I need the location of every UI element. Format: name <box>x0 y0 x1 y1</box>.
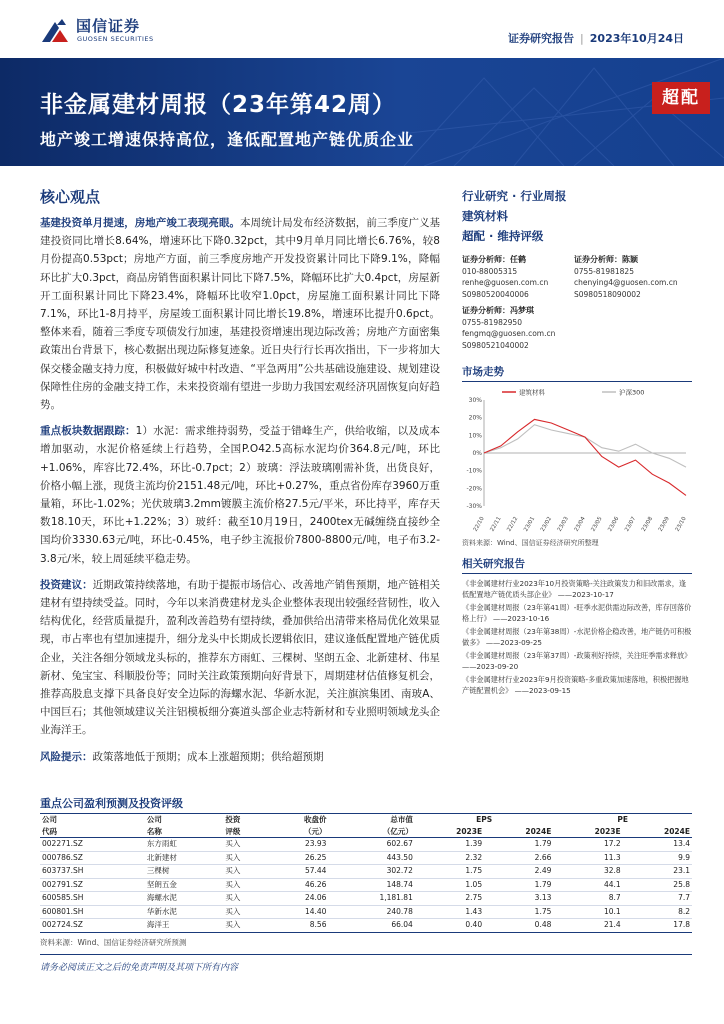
chart-source: 资料来源：Wind、国信证券经济研究所整理 <box>462 539 599 547</box>
y-tick-label: 30% <box>468 397 482 404</box>
earnings-forecast-table <box>40 813 692 933</box>
table-cell: 25.8 <box>623 878 692 892</box>
x-tick-label: 23/08 <box>640 516 655 533</box>
table-cell: 10.1 <box>553 905 622 919</box>
footer-divider <box>40 954 692 955</box>
header-cell: 投资 <box>223 814 267 826</box>
header-cell: 收盘价 <box>267 814 328 826</box>
table-cell: 302.72 <box>328 865 414 879</box>
table-cell: 66.04 <box>328 919 414 933</box>
table-cell: 13.4 <box>623 838 692 852</box>
paragraph-head: 基建投资单月提速，房地产竣工表现亮眼。 <box>40 217 241 229</box>
table-row <box>40 905 692 919</box>
report-meta <box>508 30 684 46</box>
table-cell: 海螺水泥 <box>145 892 224 906</box>
table-cell: 8.7 <box>553 892 622 906</box>
table-cell: 北新建材 <box>145 851 224 865</box>
analyst-cert: S0980520040006 <box>462 289 529 299</box>
page-header <box>0 0 724 58</box>
table-cell: 1.79 <box>484 878 553 892</box>
analyst-phone: 010-88005315 <box>462 266 518 276</box>
related-reports-title: 相关研究报告 <box>462 556 692 574</box>
header-cell: 2024E <box>623 826 692 838</box>
table-cell: 2.66 <box>484 851 553 865</box>
analyst-email[interactable]: fengmq@guosen.com.cn <box>462 329 556 338</box>
table-cell: 坚朗五金 <box>145 878 224 892</box>
paragraph-body: 近期政策持续落地，有助于提振市场信心、改善地产销售预期，地产链相关建材有望持续受益。同时，今年以来消费建材龙头企业整体表现出较强经营韧性，收入结构优化，经营质量提升，盈利改善趋势有望持续，叠加供给出清带来格局优化效果显现，市占率也有望加速提升，细分龙头中长期成长逻辑依旧，建议逢低配置地产链优质企业，关注各细分领域龙头标的，推荐东方雨虹、三棵树、坚朗五金、北新建材、伟星新材、兔宝宝、科顺股份等；同时关注政策预期向好背景下，周期建材估值修复机会，推荐高股息支撑下具备良好安全边际的海螺水泥、华新水泥，关注旗滨集团、南玻A、中国巨石；其他领域建议关注铝模板细分赛道头部企业志特新材和专业照明领域龙头企业海洋王。 <box>40 578 441 737</box>
core-view-section <box>40 186 440 774</box>
x-tick-label: 23/05 <box>590 516 604 533</box>
header-cell: 2024E <box>484 826 553 838</box>
header-cell: （亿元） <box>328 826 414 838</box>
paragraph-head: 投资建议： <box>40 578 93 591</box>
x-tick-label: 23/01 <box>523 516 537 533</box>
trend-chart-svg <box>462 386 692 536</box>
x-tick-label: 23/06 <box>607 516 621 533</box>
company-logo <box>40 14 190 48</box>
market-trend-chart <box>462 386 692 536</box>
paragraph-risk <box>40 748 440 766</box>
table-cell: 1.75 <box>484 905 553 919</box>
table-cell: 148.74 <box>328 878 414 892</box>
header-cell: 总市值 <box>328 814 414 826</box>
guosen-logo-icon <box>40 16 70 46</box>
series-line-0 <box>484 419 686 495</box>
table-cell: 11.3 <box>553 851 622 865</box>
table-row <box>40 892 692 906</box>
analyst-card <box>574 254 686 300</box>
related-report-item[interactable]: 《非金属建材行业2023年9月投资策略-多重政策加速落地，积极把握地产链配置机会》 ——2023-09-15 <box>462 675 689 695</box>
table-cell: 600801.SH <box>40 905 145 919</box>
table-cell: 1,181.81 <box>328 892 414 906</box>
analyst-card <box>462 254 574 300</box>
table-cell: 14.40 <box>267 905 328 919</box>
x-tick-label: 23/07 <box>624 516 638 533</box>
table-cell: 1.39 <box>415 838 484 852</box>
paragraph-body: 本周统计局发布经济数据，前三季度广义基建投资同比增长8.64%，增速环比下降0.32pct，其中9月单月同比增长6.76%，较8月份提高0.53pct；房地产方面，前三季度房地产开发投资累计同比下降9.1%，降幅环比扩大0.3pct，商品房销售面积累计同比下降7.5%，降幅环比扩大0.4pct，房屋新开工面积累计同比下降23.4%，降幅环比收窄1.0pct，房屋施工面积累计同比下降7.1%，环比1-8月持平，房屋竣工面积累计同比增长19.8%，增速环比提升0.6pct。整体来看，随着三季度专项债发行加速，基建投资增速出现边际改善；房地产方面密集政策出台背景下，核心数据出现边际修复迹象。近日央行行长再次指出，下一步将加大保交楼金融支持力度，积极做好城中村改造、“平急两用”公共基础设施建设、规划建设保障性住房的金融支持工作，未来投资端有望进一步助力我国宏观经济巩固恢复向好趋势。 <box>40 217 441 412</box>
paragraph-body: 政策落地低于预期；成本上涨超预期；供给超预期 <box>92 750 324 763</box>
table-cell: 1.05 <box>415 878 484 892</box>
analyst-role: 证券分析师： <box>462 306 510 315</box>
y-tick-label: 20% <box>468 414 482 422</box>
table-cell: 44.1 <box>553 878 622 892</box>
table-row <box>40 919 692 933</box>
table-cell: 3.13 <box>484 892 553 906</box>
header-cell-pe: PE <box>553 814 692 826</box>
table-cell: 2.49 <box>484 865 553 879</box>
table-cell: 买入 <box>223 838 267 852</box>
analyst-cert: S0980518090002 <box>574 289 641 299</box>
table-cell: 2.75 <box>415 892 484 906</box>
report-subtitle: 地产竣工增速保持高位，逢低配置地产链优质企业 <box>40 130 415 149</box>
analyst-name: 陈颖 <box>622 255 638 264</box>
analyst-name: 冯梦琪 <box>510 306 534 315</box>
table-body <box>40 838 692 933</box>
related-report-item[interactable]: 《非金属建材行业2023年10月投资策略-关注政策发力和旧改需求，逢低配置地产链优质头部企业》 ——2023-10-17 <box>462 579 687 599</box>
rating-line: 超配 · 维持评级 <box>462 229 544 243</box>
table-cell: 0.48 <box>484 919 553 933</box>
meta-separator: | <box>580 32 584 45</box>
table-cell: 002791.SZ <box>40 878 145 892</box>
table-cell: 002271.SZ <box>40 838 145 852</box>
table-cell: 买入 <box>223 878 267 892</box>
report-date: 2023年10月24日 <box>589 32 684 45</box>
table-header-row <box>40 814 692 826</box>
table-cell: 23.1 <box>623 865 692 879</box>
table-cell: 443.50 <box>328 851 414 865</box>
table-title: 重点公司盈利预测及投资评级 <box>40 797 183 810</box>
related-report-item[interactable]: 《非金属建材周报（23年第41周）-旺季水泥供需边际改善，库存回落价格上行》 ——2023-10-16 <box>462 603 692 623</box>
rating-badge: 超配 <box>652 82 710 114</box>
table-cell: 32.8 <box>553 865 622 879</box>
table-cell: 000786.SZ <box>40 851 145 865</box>
table-cell: 8.2 <box>623 905 692 919</box>
x-tick-label: 23/10 <box>674 516 688 533</box>
paragraph-infrastructure <box>40 214 440 414</box>
x-tick-label: 23/04 <box>573 516 587 533</box>
table-cell: 海洋王 <box>145 919 224 933</box>
header-cell: 公司 <box>145 814 224 826</box>
table-cell: 17.2 <box>553 838 622 852</box>
x-tick-label: 22/12 <box>506 516 520 533</box>
industry-name: 建筑材料 <box>462 209 508 223</box>
table-cell: 600585.SH <box>40 892 145 906</box>
table-cell: 24.06 <box>267 892 328 906</box>
paragraph-investment-advice <box>40 576 440 740</box>
table-cell: 买入 <box>223 919 267 933</box>
table-cell: 1.43 <box>415 905 484 919</box>
table-cell: 57.44 <box>267 865 328 879</box>
table-cell: 买入 <box>223 851 267 865</box>
table-cell: 买入 <box>223 905 267 919</box>
table-cell: 46.26 <box>267 878 328 892</box>
table-source: 资料来源：Wind、国信证券经济研究所预测 <box>40 938 187 947</box>
table-row <box>40 838 692 852</box>
x-tick-label: 23/03 <box>556 516 570 533</box>
related-report-item[interactable]: 《非金属建材周报（23年第37周）-政策利好持续，关注旺季需求释放》 ——2023-09-20 <box>462 651 692 671</box>
y-tick-label: 0% <box>472 450 482 457</box>
table-cell: 23.93 <box>267 838 328 852</box>
analyst-phone: 0755-81981825 <box>574 266 634 276</box>
x-tick-label: 23/09 <box>657 516 671 533</box>
y-tick-label: -30% <box>466 503 482 510</box>
paragraph-head: 风险提示： <box>40 750 93 763</box>
table-cell: 603737.SH <box>40 865 145 879</box>
header-cell: 公司 <box>40 814 145 826</box>
y-tick-label: -10% <box>466 467 482 475</box>
table-cell: 17.8 <box>623 919 692 933</box>
table-cell: 240.78 <box>328 905 414 919</box>
title-banner <box>0 58 724 166</box>
analyst-card <box>462 305 574 351</box>
table-row <box>40 851 692 865</box>
series-line-1 <box>484 425 686 467</box>
report-type: 证券研究报告 <box>508 32 575 45</box>
report-title: 非金属建材周报（23年第42周） <box>40 92 397 118</box>
table-row <box>40 878 692 892</box>
table-cell: 26.25 <box>267 851 328 865</box>
table-cell: 7.7 <box>623 892 692 906</box>
sidebar <box>462 186 692 699</box>
table-cell: 华新水泥 <box>145 905 224 919</box>
footer-disclaimer: 请务必阅读正文之后的免责声明及其项下所有内容 <box>40 963 239 973</box>
table-cell: 002724.SZ <box>40 919 145 933</box>
table-cell: 买入 <box>223 865 267 879</box>
legend-label: 沪深300 <box>619 388 645 397</box>
table-cell: 21.4 <box>553 919 622 933</box>
x-tick-label: 22/11 <box>489 516 503 533</box>
analyst-phone: 0755-81982950 <box>462 317 522 327</box>
analyst-cert: S0980521040002 <box>462 340 529 350</box>
core-view-title: 核心观点 <box>40 188 101 206</box>
x-tick-label: 23/02 <box>539 516 554 533</box>
analyst-role: 证券分析师： <box>574 255 622 264</box>
table-cell: 9.9 <box>623 851 692 865</box>
analyst-email[interactable]: renhe@guosen.com.cn <box>462 278 549 287</box>
header-cell-eps: EPS <box>415 814 554 826</box>
table-cell: 0.40 <box>415 919 484 933</box>
logo-text-cn: 国信证券 <box>76 17 141 35</box>
related-report-item[interactable]: 《非金属建材周报（23年第38周）-水泥价格企稳改善，地产链仍可积极做多》 ——2023-09-25 <box>462 627 692 647</box>
table-cell: 1.79 <box>484 838 553 852</box>
paragraph-head: 重点板块数据跟踪： <box>40 425 136 438</box>
header-cell: 2023E <box>415 826 484 838</box>
market-trend-title: 市场走势 <box>462 364 692 382</box>
x-tick-label: 22/10 <box>472 516 486 533</box>
paragraph-body: 1）水泥：需求维持弱势，受益于错峰生产，供给收缩，以及成本增加驱动，水泥价格延续上行趋势，全国P.O42.5高标水泥均价364.8元/吨，环比+1.06%，库容比72.4%，环比-0.7pct；2）玻璃：浮法玻璃刚需补货，出货良好，价格小幅上涨，现货主流均价2151.48元/吨，环比+0.27%，重点省份库存3960万重量箱，环比-1.02%；光伏玻璃3.2mm镀膜主流价格27.5元/平米，环比持平，库存天数18.10天，环比+1.22%；3）玻纤：截至10月19日，2400tex无碱缠绕直接纱全国均价3330.63元/吨，环比-0.45%，电子纱主流报价7800-8800元/吨，电子布3.2-3.8元/米，较上周延续平稳走势。 <box>40 425 440 565</box>
table-cell: 三棵树 <box>145 865 224 879</box>
table-cell: 602.67 <box>328 838 414 852</box>
y-tick-label: 10% <box>468 432 482 440</box>
header-cell: 名称 <box>145 826 224 838</box>
header-cell: 评级 <box>223 826 267 838</box>
report-category: 行业研究 · 行业周报 <box>462 189 567 203</box>
table-cell: 东方雨虹 <box>145 838 224 852</box>
table-cell: 8.56 <box>267 919 328 933</box>
legend-label: 建筑材料 <box>519 388 545 397</box>
table-cell: 1.75 <box>415 865 484 879</box>
table-cell: 2.32 <box>415 851 484 865</box>
table-cell: 买入 <box>223 892 267 906</box>
analyst-list <box>462 254 692 356</box>
table-header-row <box>40 826 692 838</box>
related-reports-list <box>462 579 692 696</box>
header-cell: 2023E <box>553 826 622 838</box>
y-tick-label: -20% <box>466 485 482 493</box>
paragraph-sector-data <box>40 422 440 568</box>
header-cell: （元） <box>267 826 328 838</box>
analyst-role: 证券分析师： <box>462 255 510 264</box>
analyst-email[interactable]: chenying4@guosen.com.cn <box>574 278 678 287</box>
header-cell: 代码 <box>40 826 145 838</box>
table-row <box>40 865 692 879</box>
logo-text-en: GUOSEN SECURITIES <box>77 35 154 43</box>
analyst-name: 任鹤 <box>510 255 526 264</box>
